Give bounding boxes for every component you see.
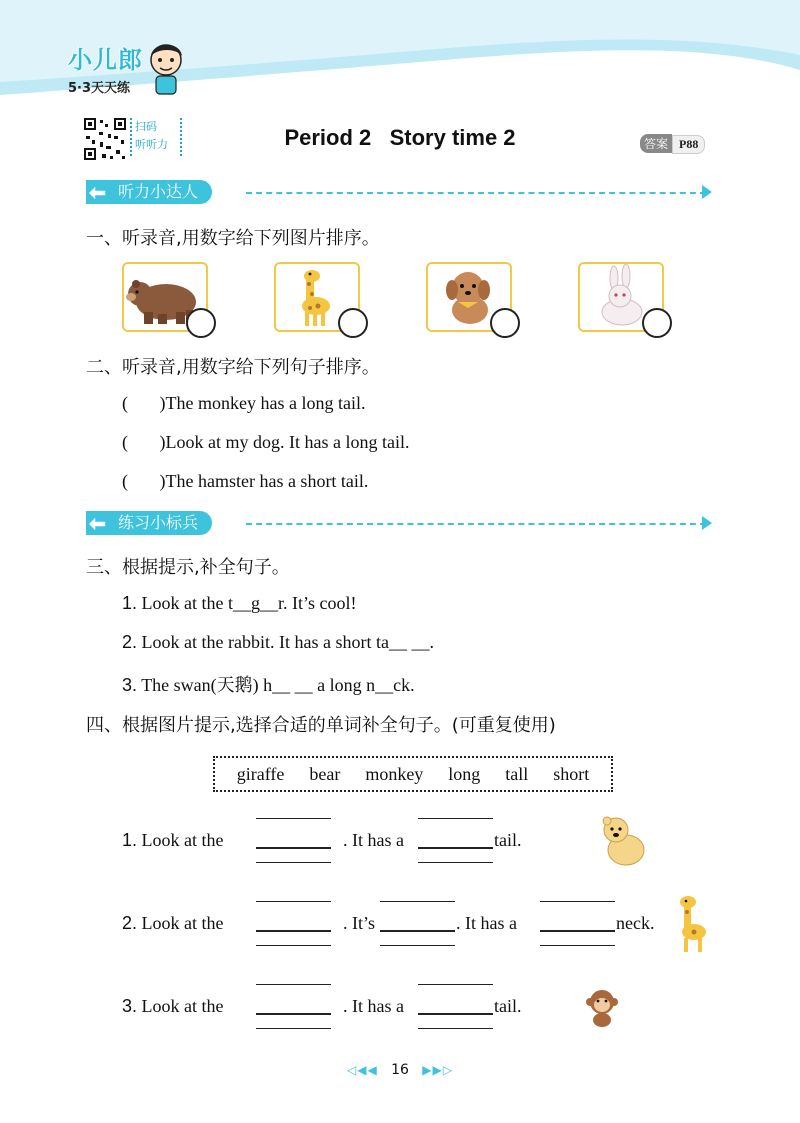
bear-icon [598,812,648,868]
answer-circle[interactable] [186,308,216,338]
prev-arrows-icon: ◁◀◀ [347,1063,378,1077]
q4-item-number: 2. [122,913,138,933]
brand [68,40,143,96]
section-practice [86,511,716,537]
q2-item-3: ( )The hamster has a short tail. [122,471,369,491]
section-listening [86,180,716,206]
section-listening-label: 听力小达人 [118,182,199,201]
q4-item-1-end: tail. [494,830,522,850]
q4-item-2 [122,913,224,934]
monkey-icon [582,986,622,1028]
giraffe-icon [672,892,712,954]
q4-item-3-end: tail. [494,996,522,1016]
q2-heading: 二、听录音,用数字给下列句子排序。 [86,357,380,378]
page-number: 16 [391,1062,409,1078]
answer-circle[interactable] [338,308,368,338]
q3-item-2 [122,632,434,653]
arrow-right-icon [702,185,712,199]
brand-logo: 小儿郎 [68,46,143,74]
q4-heading: 四、根据图片提示,选择合适的单词补全句子。(可重复使用) [86,715,556,736]
section-practice-dashline [246,523,706,525]
word-bank: giraffe bear monkey long tall short [213,756,613,792]
q4-item-2-mid: . It’s [343,913,376,933]
q3-item-1 [122,593,356,614]
brand-subtitle: 5·3天天练 [68,81,131,96]
q3-item-text: Look at the t__g__r. It’s cool! [137,593,357,613]
q3-item-text: Look at the rabbit. It has a short ta__ __. [137,632,434,652]
sparkle-icon [84,182,110,204]
scan-label-line2: 听听力 [135,138,168,151]
q3-item-number: 1. [122,593,138,613]
q4-item-number: 3. [122,996,138,1016]
q4-item-text-a: Look at the [137,996,224,1016]
answer-label: 答案 [640,134,672,153]
q4-item-3-mid: . It has a [343,996,404,1016]
q4-item-1-mid: . It has a [343,830,404,850]
q3-item-3 [122,671,415,697]
q4-item-3 [122,996,224,1017]
q2-item-1: ( )The monkey has a long tail. [122,393,366,413]
q4-item-number: 1. [122,830,138,850]
q2-item-2: ( )Look at my dog. It has a long tail. [122,432,410,452]
q3-item-number: 3. [122,675,138,695]
next-arrows-icon: ▶▶▷ [422,1063,453,1077]
answer-circle[interactable] [490,308,520,338]
answer-reference[interactable] [640,134,705,154]
arrow-right-icon [702,516,712,530]
sparkle-icon [84,513,110,535]
section-practice-label: 练习小标兵 [118,513,199,532]
q4-item-1 [122,830,224,851]
q3-heading: 三、根据提示,补全句子。 [86,557,290,578]
q4-item-2-end: neck. [616,913,655,933]
answer-circle[interactable] [642,308,672,338]
scan-label-line1: 扫码 [135,120,157,133]
q4-item-2-mid2: . It has a [456,913,517,933]
q4-item-text-a: Look at the [137,913,224,933]
page-title: Period 2 Story time 2 [284,125,516,150]
page-footer [0,1062,800,1078]
section-listening-dashline [246,192,706,194]
q1-heading: 一、听录音,用数字给下列图片排序。 [86,228,380,249]
q4-item-text-a: Look at the [137,830,224,850]
answer-page: P88 [672,135,705,154]
q3-item-text: The swan(天鹅) h__ __ a long n__ck. [137,675,415,695]
q3-item-number: 2. [122,632,138,652]
boy-mascot-icon [142,38,190,98]
